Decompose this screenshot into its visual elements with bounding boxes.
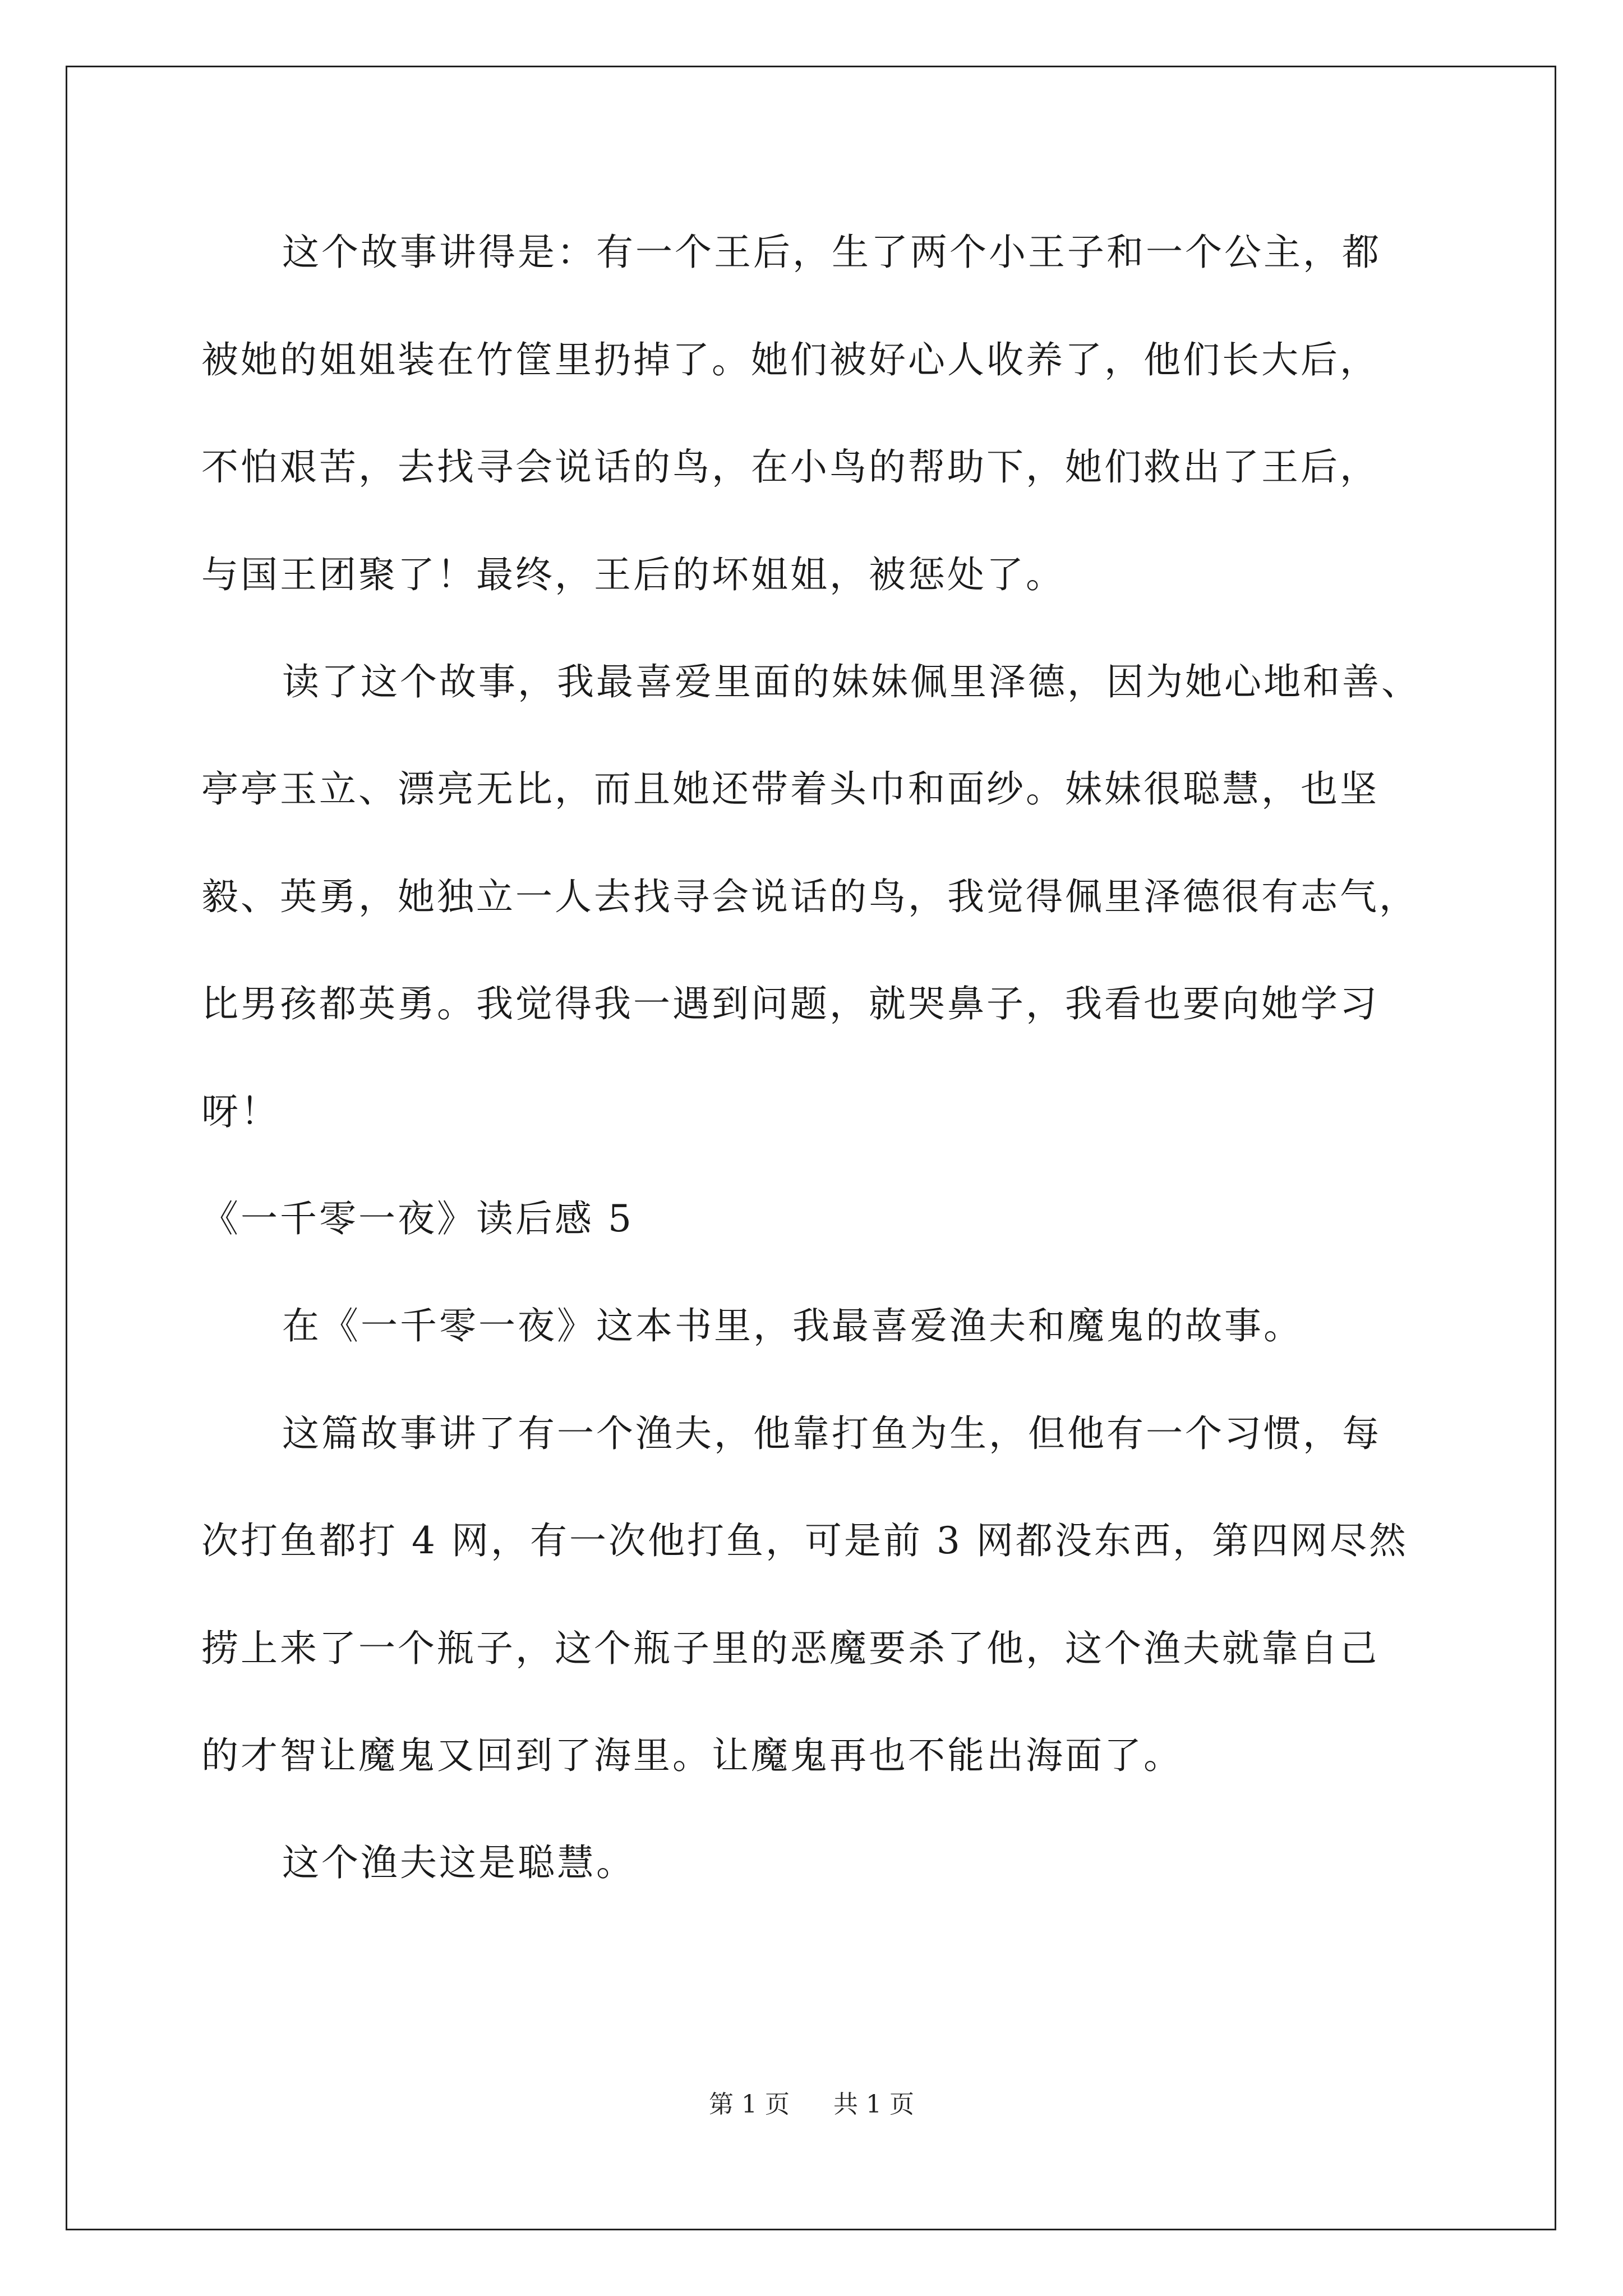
paragraph-4-line-3: 捞上来了一个瓶子，这个瓶子里的恶魔要杀了他，这个渔夫就靠自己 <box>201 1627 1379 1670</box>
paragraph-4-line-1: 这篇故事讲了有一个渔夫，他靠打鱼为生，但他有一个习惯，每 <box>282 1412 1381 1455</box>
paragraph-2-line-3: 毅、英勇，她独立一人去找寻会说话的鸟，我觉得佩里泽德很有志气， <box>201 875 1418 918</box>
paragraph-1-line-4: 与国王团聚了！最终，王后的坏姐姐，被惩处了。 <box>201 553 1065 596</box>
paragraph-2-line-5: 呀！ <box>201 1090 280 1133</box>
paragraph-5-line-1: 这个渔夫这是聪慧。 <box>282 1841 635 1884</box>
section-heading: 《一千零一夜》读后感 5 <box>201 1197 634 1240</box>
page-number: 第 1 页 <box>709 2090 790 2119</box>
paragraph-4-line-4: 的才智让魔鬼又回到了海里。让魔鬼再也不能出海面了。 <box>201 1734 1183 1777</box>
paragraph-1-line-1: 这个故事讲得是：有一个王后，生了两个小王子和一个公主，都 <box>282 231 1381 274</box>
total-pages: 共 1 页 <box>833 2090 914 2119</box>
paragraph-4-line-2: 次打鱼都打 4 网，有一次他打鱼，可是前 3 网都没东西，第四网尽然 <box>201 1519 1408 1562</box>
paragraph-2-line-2: 亭亭玉立、漂亮无比，而且她还带着头巾和面纱。妹妹很聪慧，也坚 <box>201 767 1379 811</box>
paragraph-2-line-4: 比男孩都英勇。我觉得我一遇到问题，就哭鼻子，我看也要向她学习 <box>201 982 1379 1025</box>
paragraph-2-line-1: 读了这个故事，我最喜爱里面的妹妹佩里泽德，因为她心地和善、 <box>282 660 1421 703</box>
paragraph-3-line-1: 在《一千零一夜》这本书里，我最喜爱渔夫和魔鬼的故事。 <box>282 1304 1303 1347</box>
page-footer <box>0 2088 1623 2122</box>
paragraph-1-line-3: 不怕艰苦，去找寻会说话的鸟，在小鸟的帮助下，她们救出了王后， <box>201 445 1379 489</box>
paragraph-1-line-2: 被她的姐姐装在竹筐里扔掉了。她们被好心人收养了，他们长大后， <box>201 338 1379 381</box>
